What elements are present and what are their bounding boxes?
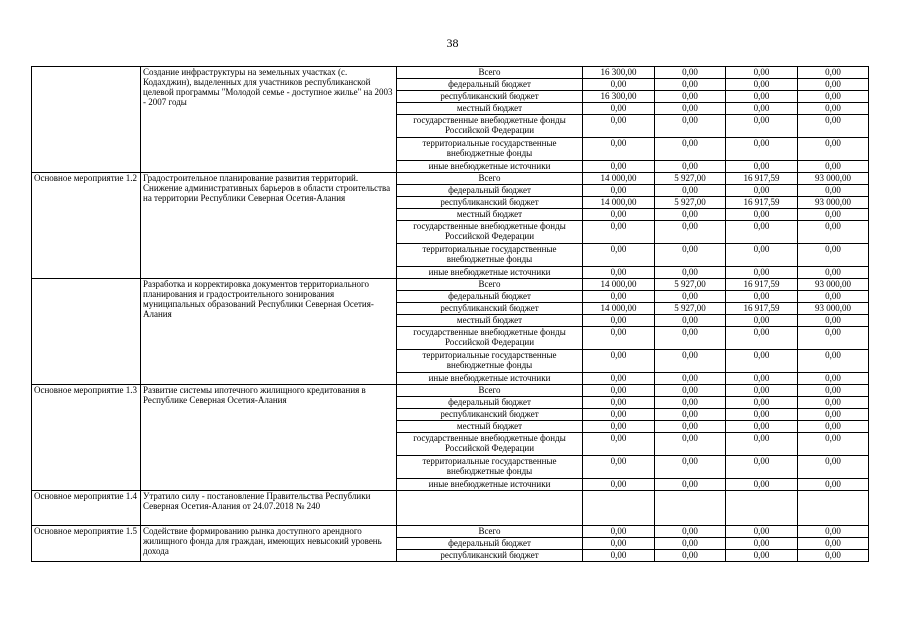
amount-cell: 0,00 (798, 244, 869, 267)
amount-cell: 0,00 (583, 479, 655, 491)
amount-cell: 0,00 (655, 138, 726, 161)
amount-cell: 0,00 (655, 267, 726, 279)
amount-cell: 0,00 (726, 397, 798, 409)
amount-cell: 0,00 (726, 526, 798, 538)
table-row (32, 526, 869, 538)
amount-cell: 0,00 (798, 267, 869, 279)
amount-cell: 0,00 (655, 373, 726, 385)
amount-cell: 0,00 (726, 433, 798, 456)
amount-cell: 0,00 (798, 138, 869, 161)
amount-cell: 16 917,59 (726, 173, 798, 185)
funding-source: местный бюджет (397, 209, 583, 221)
amount-cell: 0,00 (798, 161, 869, 173)
activity-description: Развитие системы ипотечного жилищного кредитования в Республике Северная Осетия-Алания (141, 385, 397, 491)
amount-cell: 0,00 (798, 115, 869, 138)
activity-label: Основное мероприятие 1.2 (32, 173, 141, 279)
funding-source: территориальные государственные внебюджетные фонды (397, 244, 583, 267)
amount-cell: 16 300,00 (583, 91, 655, 103)
amount-cell: 0,00 (798, 421, 869, 433)
amount-cell (583, 491, 655, 526)
amount-cell: 0,00 (583, 538, 655, 550)
amount-cell (655, 491, 726, 526)
activity-label (32, 279, 141, 385)
activity-description: Создание инфраструктуры на земельных участках (с. Кодахджин), выделенных для участников республиканской целевой программы "Молодой семье - доступное жилье" на 2003 - 2007 годы (141, 67, 397, 173)
amount-cell: 0,00 (655, 433, 726, 456)
amount-cell: 5 927,00 (655, 279, 726, 291)
funding-source: государственные внебюджетные фонды Российской Федерации (397, 327, 583, 350)
amount-cell: 0,00 (583, 291, 655, 303)
funding-source: республиканский бюджет (397, 303, 583, 315)
amount-cell: 0,00 (655, 244, 726, 267)
amount-cell: 0,00 (583, 385, 655, 397)
amount-cell: 0,00 (726, 538, 798, 550)
amount-cell: 0,00 (726, 385, 798, 397)
funding-source: иные внебюджетные источники (397, 267, 583, 279)
amount-cell: 0,00 (726, 267, 798, 279)
page-number: 38 (446, 36, 459, 50)
funding-source: государственные внебюджетные фонды Российской Федерации (397, 433, 583, 456)
funding-source: республиканский бюджет (397, 91, 583, 103)
activity-description: Градостроительное планирование развития территорий. Снижение административных барьеров в области строительства на территории Республики Северная Осетия-Алания (141, 173, 397, 279)
amount-cell: 0,00 (726, 315, 798, 327)
amount-cell: 0,00 (726, 244, 798, 267)
amount-cell: 0,00 (726, 91, 798, 103)
activity-label: Основное мероприятие 1.3 (32, 385, 141, 491)
amount-cell: 0,00 (798, 79, 869, 91)
amount-cell: 0,00 (655, 315, 726, 327)
funding-source: федеральный бюджет (397, 185, 583, 197)
funding-table (31, 66, 869, 562)
amount-cell: 0,00 (655, 79, 726, 91)
funding-source: иные внебюджетные источники (397, 161, 583, 173)
amount-cell: 93 000,00 (798, 197, 869, 209)
funding-source: Всего (397, 173, 583, 185)
amount-cell: 0,00 (655, 409, 726, 421)
amount-cell: 0,00 (583, 79, 655, 91)
amount-cell: 0,00 (655, 397, 726, 409)
amount-cell: 14 000,00 (583, 279, 655, 291)
amount-cell: 0,00 (583, 350, 655, 373)
amount-cell: 0,00 (726, 161, 798, 173)
amount-cell: 0,00 (798, 67, 869, 79)
amount-cell: 0,00 (726, 79, 798, 91)
amount-cell: 0,00 (583, 526, 655, 538)
funding-source: территориальные государственные внебюджетные фонды (397, 138, 583, 161)
amount-cell: 0,00 (726, 350, 798, 373)
table-row (32, 67, 869, 79)
amount-cell: 0,00 (583, 185, 655, 197)
amount-cell: 0,00 (726, 103, 798, 115)
amount-cell: 0,00 (726, 115, 798, 138)
amount-cell: 0,00 (726, 67, 798, 79)
funding-source: Всего (397, 279, 583, 291)
funding-source: Всего (397, 67, 583, 79)
amount-cell: 0,00 (655, 385, 726, 397)
funding-source: государственные внебюджетные фонды Российской Федерации (397, 221, 583, 244)
amount-cell: 93 000,00 (798, 173, 869, 185)
amount-cell: 0,00 (583, 221, 655, 244)
amount-cell: 0,00 (655, 67, 726, 79)
amount-cell: 0,00 (583, 433, 655, 456)
amount-cell: 0,00 (655, 291, 726, 303)
amount-cell: 0,00 (583, 267, 655, 279)
amount-cell: 0,00 (798, 185, 869, 197)
funding-source: республиканский бюджет (397, 409, 583, 421)
amount-cell: 0,00 (655, 479, 726, 491)
amount-cell: 0,00 (726, 209, 798, 221)
amount-cell: 0,00 (655, 327, 726, 350)
amount-cell: 0,00 (655, 350, 726, 373)
amount-cell: 0,00 (583, 115, 655, 138)
amount-cell: 0,00 (798, 91, 869, 103)
funding-source: федеральный бюджет (397, 397, 583, 409)
amount-cell: 0,00 (583, 397, 655, 409)
amount-cell: 0,00 (726, 479, 798, 491)
funding-source: иные внебюджетные источники (397, 479, 583, 491)
funding-source: Всего (397, 385, 583, 397)
amount-cell: 16 917,59 (726, 197, 798, 209)
amount-cell: 0,00 (798, 409, 869, 421)
funding-source: местный бюджет (397, 315, 583, 327)
amount-cell: 0,00 (583, 409, 655, 421)
amount-cell: 0,00 (583, 138, 655, 161)
funding-source: иные внебюджетные источники (397, 373, 583, 385)
funding-source: местный бюджет (397, 103, 583, 115)
amount-cell: 0,00 (583, 327, 655, 350)
amount-cell: 0,00 (798, 385, 869, 397)
amount-cell: 0,00 (798, 550, 869, 562)
funding-source: территориальные государственные внебюджетные фонды (397, 350, 583, 373)
amount-cell: 0,00 (655, 91, 726, 103)
funding-table-body (32, 67, 869, 562)
amount-cell: 0,00 (726, 327, 798, 350)
amount-cell: 0,00 (798, 456, 869, 479)
amount-cell: 0,00 (583, 373, 655, 385)
amount-cell: 0,00 (798, 538, 869, 550)
amount-cell: 93 000,00 (798, 279, 869, 291)
amount-cell: 0,00 (655, 185, 726, 197)
funding-source: местный бюджет (397, 421, 583, 433)
activity-description: Содействие формированию рынка доступного арендного жилищного фонда для граждан, имеющих невысокий уровень дохода (141, 526, 397, 562)
amount-cell: 0,00 (583, 315, 655, 327)
amount-cell: 5 927,00 (655, 173, 726, 185)
funding-source: государственные внебюджетные фонды Российской Федерации (397, 115, 583, 138)
amount-cell: 0,00 (798, 221, 869, 244)
table-row (32, 279, 869, 291)
amount-cell: 0,00 (798, 103, 869, 115)
amount-cell: 0,00 (583, 161, 655, 173)
amount-cell: 16 917,59 (726, 279, 798, 291)
amount-cell: 0,00 (655, 526, 726, 538)
amount-cell: 0,00 (726, 409, 798, 421)
amount-cell: 0,00 (726, 291, 798, 303)
amount-cell: 0,00 (583, 209, 655, 221)
amount-cell: 0,00 (798, 291, 869, 303)
amount-cell: 0,00 (655, 421, 726, 433)
amount-cell: 16 300,00 (583, 67, 655, 79)
funding-source (397, 491, 583, 526)
funding-source: территориальные государственные внебюджетные фонды (397, 456, 583, 479)
amount-cell: 0,00 (798, 350, 869, 373)
table-row (32, 173, 869, 185)
amount-cell: 0,00 (583, 550, 655, 562)
amount-cell: 0,00 (655, 456, 726, 479)
amount-cell: 0,00 (655, 161, 726, 173)
funding-source: республиканский бюджет (397, 550, 583, 562)
amount-cell: 0,00 (798, 327, 869, 350)
amount-cell: 0,00 (798, 209, 869, 221)
amount-cell (798, 491, 869, 526)
amount-cell: 0,00 (798, 526, 869, 538)
amount-cell: 0,00 (798, 479, 869, 491)
amount-cell: 0,00 (798, 315, 869, 327)
funding-source: федеральный бюджет (397, 538, 583, 550)
amount-cell: 0,00 (726, 185, 798, 197)
activity-description: Разработка и корректировка документов территориального планирования и градостроительного зонирования муниципальных образований Республики Северная Осетия-Алания (141, 279, 397, 385)
amount-cell: 93 000,00 (798, 303, 869, 315)
amount-cell: 14 000,00 (583, 303, 655, 315)
amount-cell: 0,00 (726, 456, 798, 479)
amount-cell: 0,00 (655, 115, 726, 138)
amount-cell: 0,00 (655, 538, 726, 550)
activity-description: Утратило силу - постановление Правительства Республики Северная Осетия-Алания от 24.07.2018 № 240 (141, 491, 397, 526)
amount-cell: 0,00 (798, 397, 869, 409)
activity-label: Основное мероприятие 1.5 (32, 526, 141, 562)
amount-cell: 5 927,00 (655, 303, 726, 315)
amount-cell: 0,00 (726, 221, 798, 244)
amount-cell (726, 491, 798, 526)
amount-cell: 0,00 (583, 244, 655, 267)
amount-cell: 0,00 (655, 550, 726, 562)
amount-cell: 0,00 (655, 103, 726, 115)
activity-label: Основное мероприятие 1.4 (32, 491, 141, 526)
activity-label (32, 67, 141, 173)
amount-cell: 0,00 (798, 373, 869, 385)
amount-cell: 14 000,00 (583, 197, 655, 209)
funding-source: Всего (397, 526, 583, 538)
amount-cell: 0,00 (726, 138, 798, 161)
funding-source: республиканский бюджет (397, 197, 583, 209)
funding-source: федеральный бюджет (397, 291, 583, 303)
amount-cell: 0,00 (583, 456, 655, 479)
amount-cell: 0,00 (726, 550, 798, 562)
amount-cell: 0,00 (726, 373, 798, 385)
amount-cell: 0,00 (655, 221, 726, 244)
amount-cell: 0,00 (583, 103, 655, 115)
amount-cell: 5 927,00 (655, 197, 726, 209)
table-row (32, 491, 869, 526)
amount-cell: 0,00 (798, 433, 869, 456)
amount-cell: 0,00 (655, 209, 726, 221)
table-row (32, 385, 869, 397)
amount-cell: 0,00 (583, 421, 655, 433)
amount-cell: 14 000,00 (583, 173, 655, 185)
funding-source: федеральный бюджет (397, 79, 583, 91)
amount-cell: 16 917,59 (726, 303, 798, 315)
amount-cell: 0,00 (726, 421, 798, 433)
